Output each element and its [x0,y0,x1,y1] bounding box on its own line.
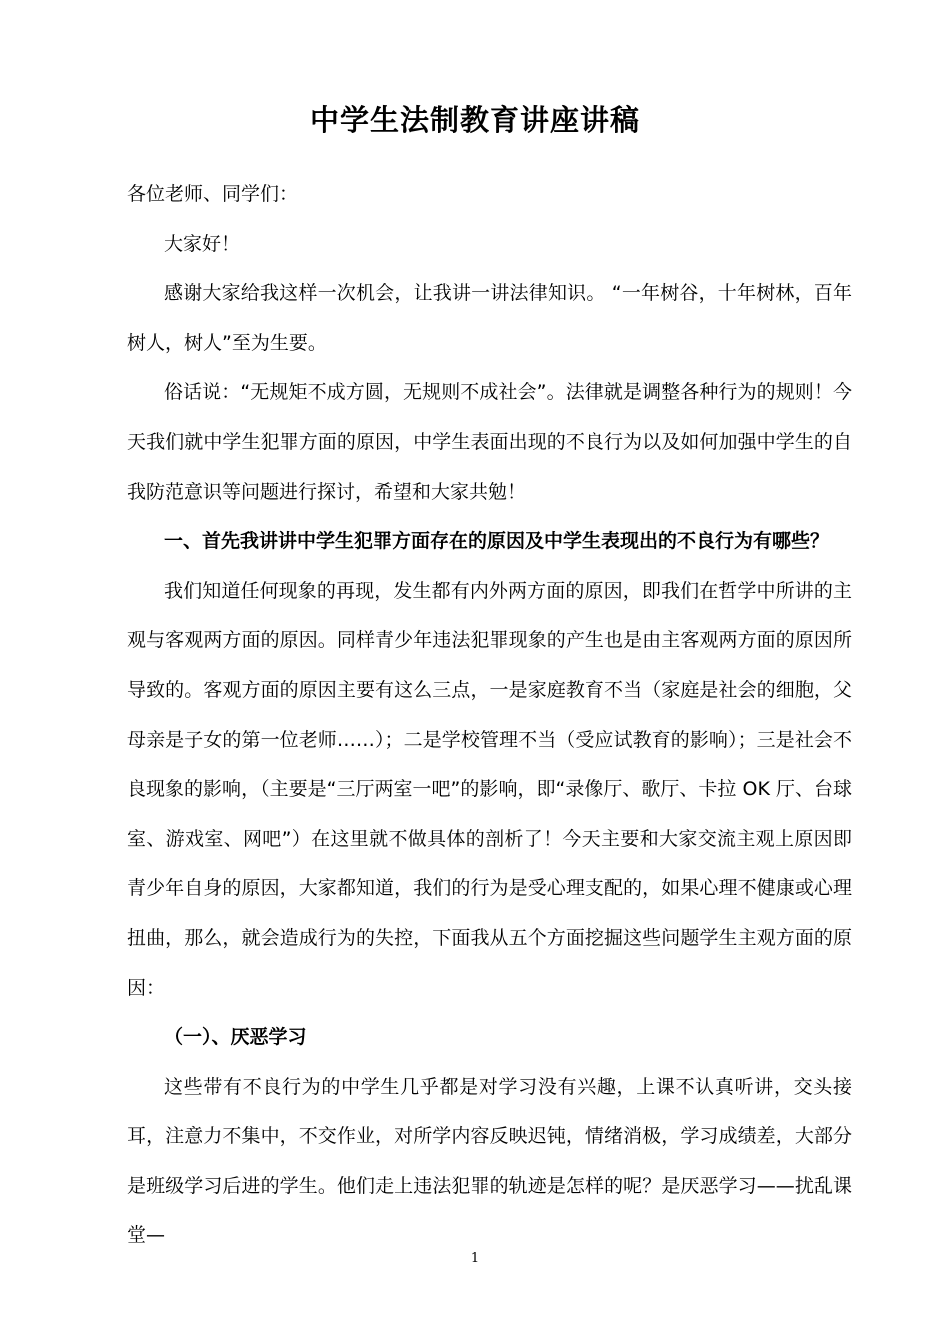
paragraph-thanks: 感谢大家给我这样一次机会，让我讲一讲法律知识。 “一年树谷，十年树林，百年树人，树人”至为生要。 [127,282,852,354]
paragraph-dislike-learning: 这些带有不良行为的中学生几乎都是对学习没有兴趣，上课不认真听讲，交头接耳，注意力不集中，不交作业，对所学内容反映迟钝，情绪消极，学习成绩差，大部分是班级学习后进的学生。他们走上违法犯罪的轨迹是怎样的呢？是厌恶学习——扰乱课堂— [127,1075,852,1247]
paragraph-causes: 我们知道任何现象的再现，发生都有内外两方面的原因，即我们在哲学中所讲的主观与客观两方面的原因。同样青少年违法犯罪现象的产生也是由主客观两方面的原因所导致的。客观方面的原因主要有这么三点，一是家庭教育不当（家庭是社会的细胞，父母亲是子女的第一位老师……）；二是学校管理不当（受应试教育的影响）；三是社会不良现象的影响，（主要是“三厅两室一吧”的影响，即“录像厅、歌厅、卡拉 OK 厅、台球室、游戏室、网吧”）在这里就不做具体的剖析了！今天主要和大家交流主观上原因即青少年自身的原因，大家都知道，我们的行为是受心理支配的，如果心理不健康或心理扭曲，那么，就会造成行为的失控，下面我从五个方面挖掘这些问题学生主观方面的原因： [127,579,852,999]
document-body [127,170,852,1261]
section-heading-1: 一、首先我讲讲中学生犯罪方面存在的原因及中学生表现出的不良行为有哪些？ [164,530,830,553]
paragraph-saying: 俗话说：“无规矩不成方圆，无规则不成社会”。法律就是调整各种行为的规则！今天我们就中学生犯罪方面的原因，中学生表面出现的不良行为以及如何加强中学生的自我防范意识等问题进行探讨，希望和大家共勉！ [127,381,852,503]
document-title: 中学生法制教育讲座讲稿 [309,103,640,137]
subsection-heading-1: （一）、厌恶学习 [164,1026,307,1049]
greeting: 大家好！ [164,232,241,255]
salutation: 各位老师、同学们： [127,183,299,205]
page-number: 1 [470,1251,480,1266]
